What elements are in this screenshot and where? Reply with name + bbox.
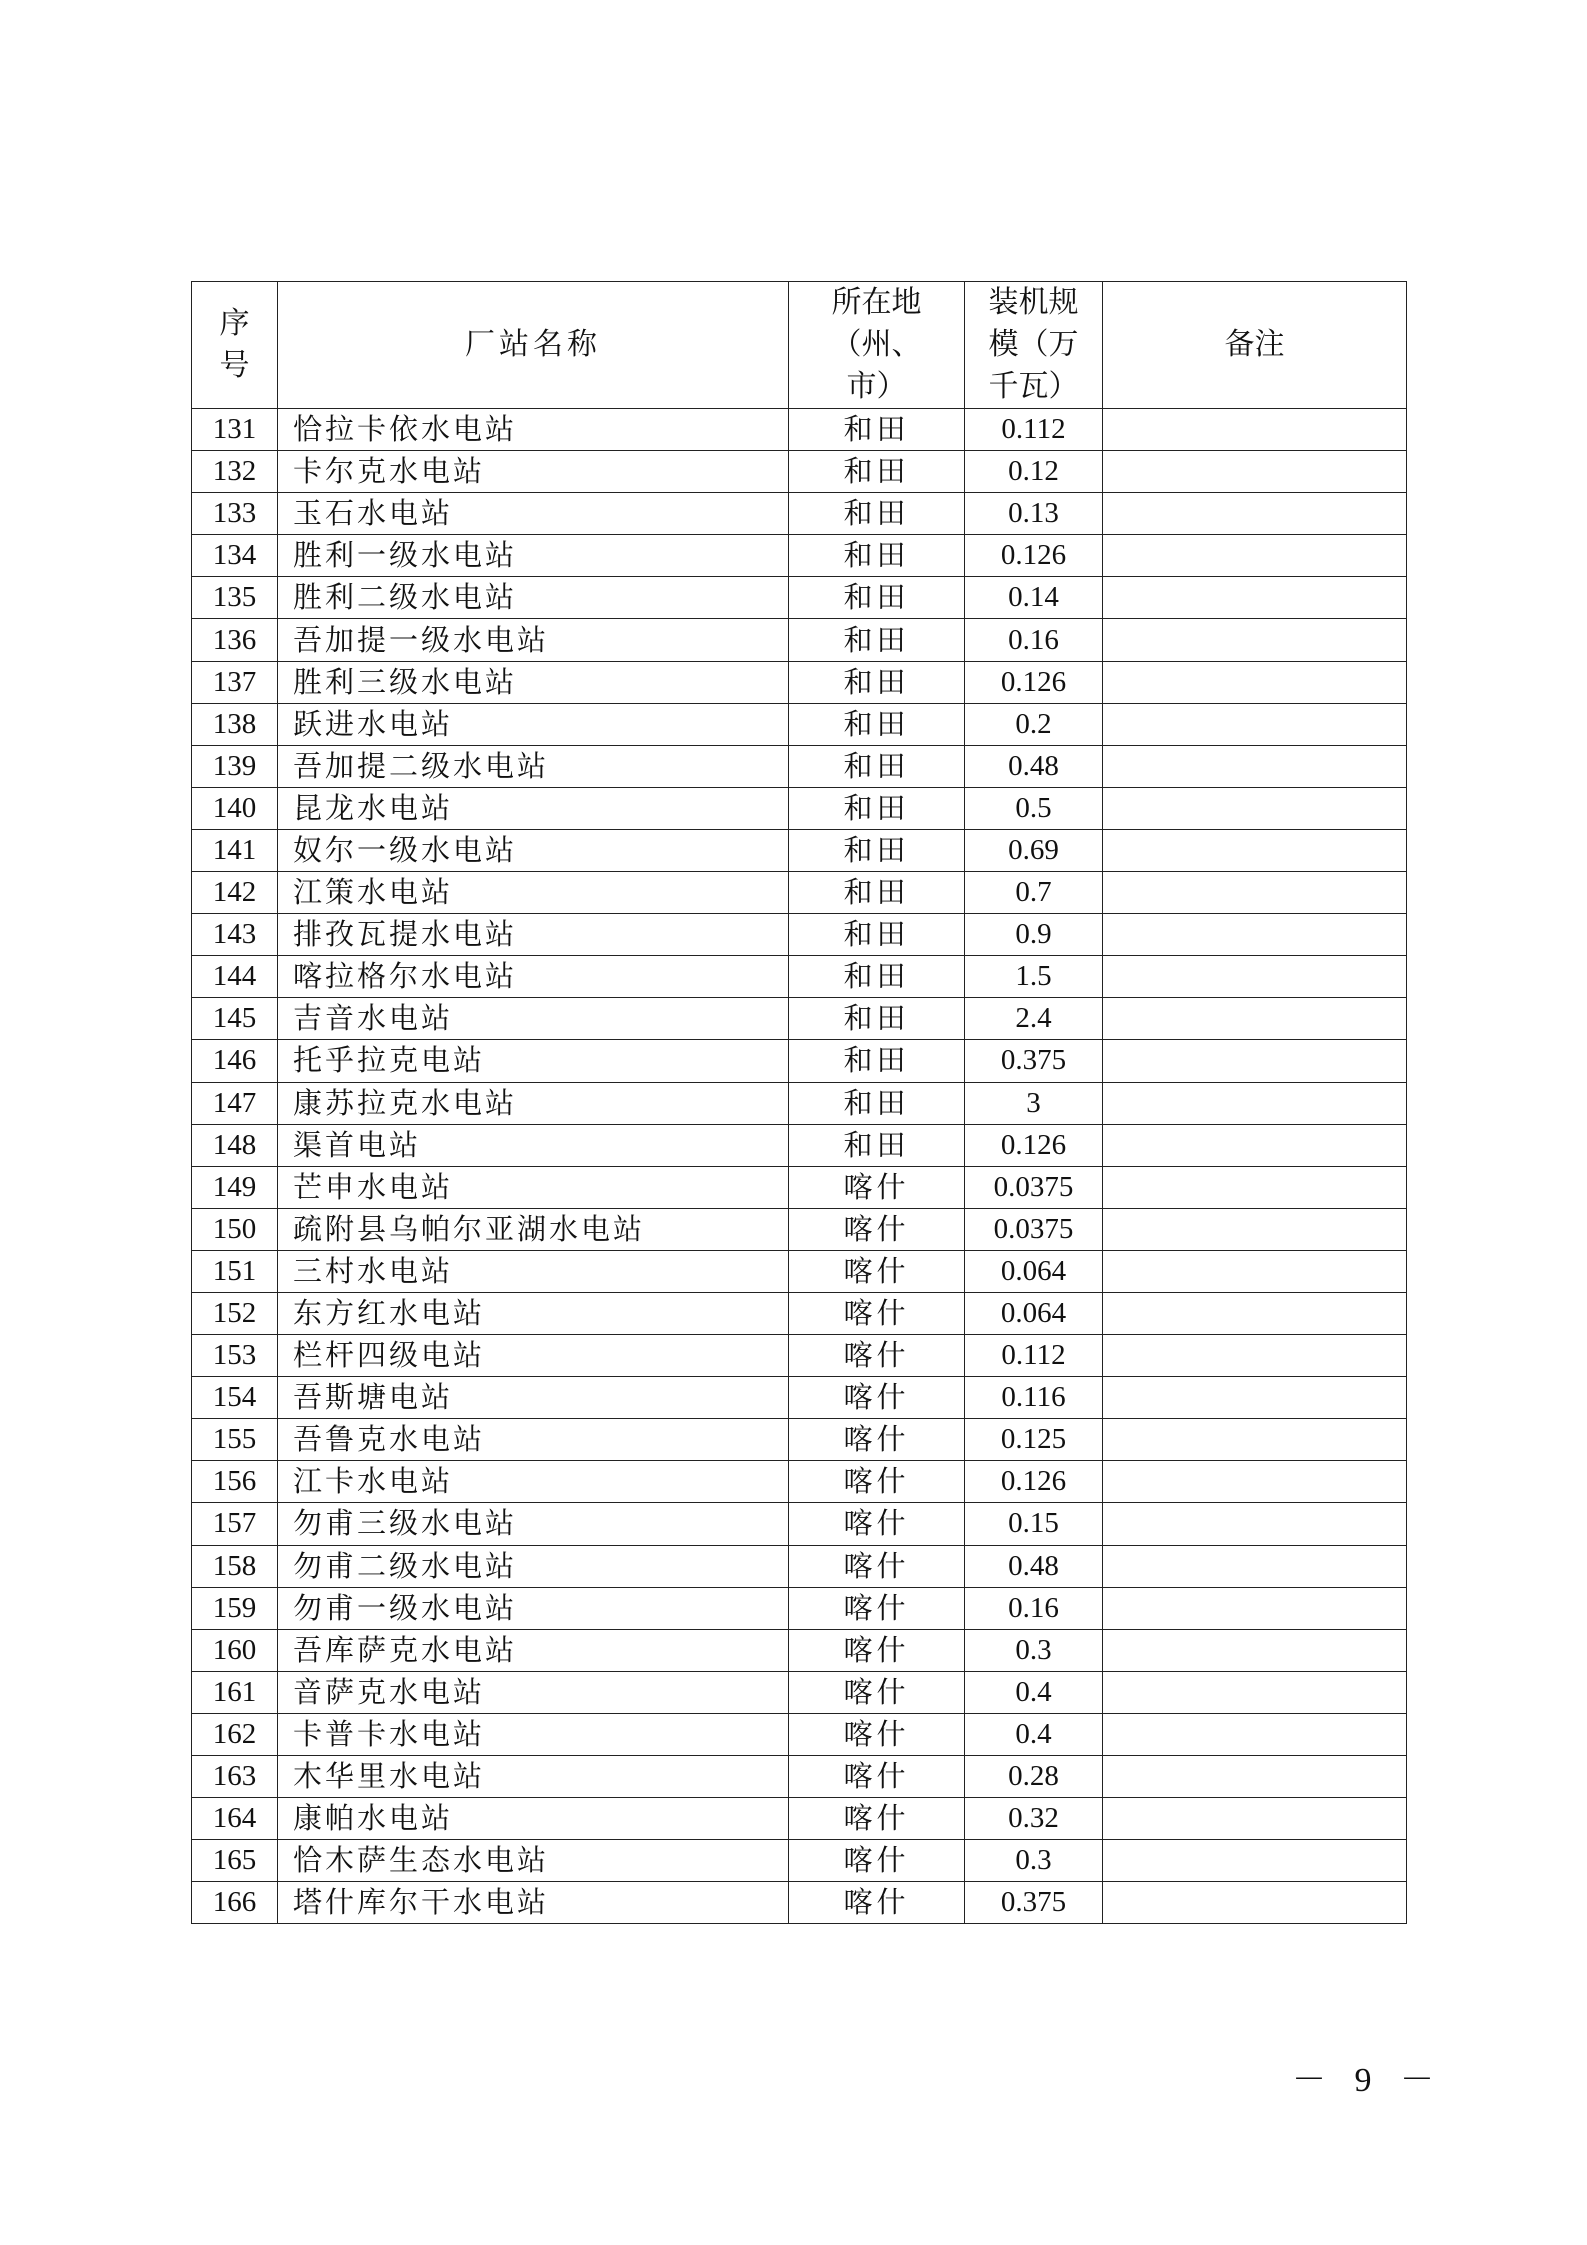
cell-remarks [1103,745,1407,787]
cell-location: 和田 [789,493,965,535]
cell-station-name: 奴尔一级水电站 [278,829,789,871]
cell-location: 喀什 [789,1503,965,1545]
cell-capacity: 0.064 [965,1292,1103,1334]
cell-location: 和田 [789,998,965,1040]
cell-seq: 153 [192,1335,278,1377]
cell-seq: 138 [192,703,278,745]
cell-station-name: 三村水电站 [278,1250,789,1292]
header-seq: 序号 [192,282,278,409]
cell-station-name: 胜利三级水电站 [278,661,789,703]
cell-capacity: 0.064 [965,1250,1103,1292]
cell-station-name: 栏杆四级电站 [278,1335,789,1377]
cell-location: 和田 [789,1124,965,1166]
cell-remarks [1103,1798,1407,1840]
cell-seq: 137 [192,661,278,703]
table-row [192,914,1407,956]
cell-seq: 159 [192,1587,278,1629]
table-header-row [192,282,1407,409]
cell-location: 和田 [789,914,965,956]
table-row [192,787,1407,829]
cell-seq: 150 [192,1208,278,1250]
cell-location: 喀什 [789,1419,965,1461]
cell-station-name: 玉石水电站 [278,493,789,535]
table-row [192,1250,1407,1292]
cell-station-name: 塔什库尔干水电站 [278,1882,789,1924]
cell-station-name: 江卡水电站 [278,1461,789,1503]
cell-seq: 151 [192,1250,278,1292]
cell-capacity: 0.5 [965,787,1103,829]
cell-seq: 131 [192,409,278,451]
cell-station-name: 吾库萨克水电站 [278,1629,789,1671]
table-row [192,1629,1407,1671]
cell-seq: 158 [192,1545,278,1587]
table-row [192,1124,1407,1166]
cell-station-name: 吾加提一级水电站 [278,619,789,661]
table-row [192,1292,1407,1334]
cell-capacity: 0.4 [965,1671,1103,1713]
cell-location: 喀什 [789,1882,965,1924]
table-row [192,661,1407,703]
cell-remarks [1103,577,1407,619]
cell-capacity: 0.32 [965,1798,1103,1840]
cell-capacity: 0.112 [965,409,1103,451]
cell-station-name: 吾斯塘电站 [278,1377,789,1419]
cell-station-name: 吉音水电站 [278,998,789,1040]
cell-seq: 145 [192,998,278,1040]
cell-station-name: 江策水电站 [278,872,789,914]
header-remarks: 备注 [1103,282,1407,409]
cell-seq: 147 [192,1082,278,1124]
cell-seq: 148 [192,1124,278,1166]
cell-seq: 144 [192,956,278,998]
cell-capacity: 0.126 [965,1461,1103,1503]
cell-location: 喀什 [789,1713,965,1755]
cell-station-name: 勿甫一级水电站 [278,1587,789,1629]
cell-location: 喀什 [789,1587,965,1629]
cell-capacity: 0.16 [965,619,1103,661]
cell-capacity: 0.69 [965,829,1103,871]
table-row [192,1419,1407,1461]
cell-remarks [1103,1882,1407,1924]
cell-remarks [1103,703,1407,745]
cell-station-name: 吾加提二级水电站 [278,745,789,787]
cell-capacity: 0.0375 [965,1208,1103,1250]
cell-station-name: 芒申水电站 [278,1166,789,1208]
cell-seq: 140 [192,787,278,829]
table-body [192,409,1407,1924]
cell-remarks [1103,493,1407,535]
cell-capacity: 0.126 [965,535,1103,577]
cell-seq: 141 [192,829,278,871]
cell-location: 喀什 [789,1629,965,1671]
cell-remarks [1103,1040,1407,1082]
cell-location: 和田 [789,1082,965,1124]
cell-capacity: 0.48 [965,1545,1103,1587]
table-row [192,872,1407,914]
table-row [192,998,1407,1040]
cell-remarks [1103,1461,1407,1503]
cell-location: 和田 [789,661,965,703]
cell-capacity: 0.2 [965,703,1103,745]
cell-location: 喀什 [789,1671,965,1713]
cell-capacity: 0.12 [965,451,1103,493]
cell-remarks [1103,829,1407,871]
cell-location: 和田 [789,872,965,914]
cell-capacity: 0.3 [965,1840,1103,1882]
cell-station-name: 托乎拉克电站 [278,1040,789,1082]
cell-location: 喀什 [789,1208,965,1250]
cell-location: 喀什 [789,1250,965,1292]
table-row [192,1545,1407,1587]
table-row [192,577,1407,619]
cell-remarks [1103,619,1407,661]
cell-station-name: 音萨克水电站 [278,1671,789,1713]
table-row [192,745,1407,787]
table-row [192,409,1407,451]
cell-seq: 160 [192,1629,278,1671]
cell-capacity: 0.375 [965,1882,1103,1924]
table-row [192,1671,1407,1713]
cell-location: 和田 [789,703,965,745]
cell-location: 喀什 [789,1461,965,1503]
cell-station-name: 胜利一级水电站 [278,535,789,577]
cell-seq: 132 [192,451,278,493]
cell-remarks [1103,1250,1407,1292]
cell-seq: 157 [192,1503,278,1545]
cell-capacity: 0.3 [965,1629,1103,1671]
cell-station-name: 东方红水电站 [278,1292,789,1334]
cell-location: 和田 [789,619,965,661]
cell-remarks [1103,535,1407,577]
table-row [192,451,1407,493]
cell-remarks [1103,1419,1407,1461]
cell-station-name: 排孜瓦提水电站 [278,914,789,956]
cell-station-name: 卡普卡水电站 [278,1713,789,1755]
cell-capacity: 0.9 [965,914,1103,956]
cell-seq: 166 [192,1882,278,1924]
cell-seq: 163 [192,1756,278,1798]
cell-capacity: 0.126 [965,661,1103,703]
cell-location: 和田 [789,787,965,829]
cell-location: 喀什 [789,1756,965,1798]
cell-capacity: 2.4 [965,998,1103,1040]
cell-seq: 162 [192,1713,278,1755]
cell-remarks [1103,1166,1407,1208]
cell-location: 喀什 [789,1166,965,1208]
cell-remarks [1103,914,1407,956]
cell-capacity: 1.5 [965,956,1103,998]
cell-location: 和田 [789,451,965,493]
cell-capacity: 0.7 [965,872,1103,914]
cell-remarks [1103,1377,1407,1419]
cell-seq: 161 [192,1671,278,1713]
cell-remarks [1103,872,1407,914]
cell-capacity: 3 [965,1082,1103,1124]
cell-remarks [1103,451,1407,493]
cell-capacity: 0.13 [965,493,1103,535]
page-number: － 9 － [1292,2062,1444,2099]
header-name: 厂站名称 [278,282,789,409]
cell-seq: 142 [192,872,278,914]
cell-remarks [1103,998,1407,1040]
cell-station-name: 吾鲁克水电站 [278,1419,789,1461]
cell-location: 和田 [789,535,965,577]
table-row [192,1377,1407,1419]
cell-remarks [1103,1503,1407,1545]
cell-station-name: 康苏拉克水电站 [278,1082,789,1124]
cell-capacity: 0.15 [965,1503,1103,1545]
table-row [192,493,1407,535]
cell-station-name: 木华里水电站 [278,1756,789,1798]
cell-remarks [1103,1671,1407,1713]
table-row [192,1335,1407,1377]
table-row [192,1461,1407,1503]
cell-capacity: 0.4 [965,1713,1103,1755]
cell-station-name: 勿甫二级水电站 [278,1545,789,1587]
cell-remarks [1103,409,1407,451]
cell-capacity: 0.112 [965,1335,1103,1377]
power-station-table [191,281,1407,1924]
cell-capacity: 0.28 [965,1756,1103,1798]
cell-capacity: 0.0375 [965,1166,1103,1208]
cell-capacity: 0.125 [965,1419,1103,1461]
table-row [192,1166,1407,1208]
cell-capacity: 0.375 [965,1040,1103,1082]
cell-remarks [1103,1629,1407,1671]
table-row [192,1587,1407,1629]
cell-remarks [1103,661,1407,703]
cell-location: 喀什 [789,1377,965,1419]
cell-capacity: 0.48 [965,745,1103,787]
cell-location: 和田 [789,956,965,998]
cell-station-name: 疏附县乌帕尔亚湖水电站 [278,1208,789,1250]
table-row [192,1503,1407,1545]
cell-location: 喀什 [789,1798,965,1840]
cell-location: 和田 [789,745,965,787]
cell-station-name: 喀拉格尔水电站 [278,956,789,998]
header-capacity: 装机规模（万千瓦） [965,282,1103,409]
cell-location: 和田 [789,1040,965,1082]
cell-location: 喀什 [789,1545,965,1587]
cell-seq: 154 [192,1377,278,1419]
table-row [192,1713,1407,1755]
cell-seq: 155 [192,1419,278,1461]
cell-seq: 149 [192,1166,278,1208]
table-row [192,1082,1407,1124]
table-row [192,1882,1407,1924]
cell-location: 和田 [789,409,965,451]
cell-seq: 135 [192,577,278,619]
table-row [192,619,1407,661]
cell-remarks [1103,1124,1407,1166]
cell-station-name: 康帕水电站 [278,1798,789,1840]
cell-seq: 164 [192,1798,278,1840]
cell-location: 喀什 [789,1335,965,1377]
cell-seq: 136 [192,619,278,661]
cell-capacity: 0.126 [965,1124,1103,1166]
cell-capacity: 0.116 [965,1377,1103,1419]
table-row [192,1040,1407,1082]
table-row [192,1840,1407,1882]
cell-seq: 143 [192,914,278,956]
table-row [192,703,1407,745]
cell-remarks [1103,956,1407,998]
table-row [192,1208,1407,1250]
cell-remarks [1103,1335,1407,1377]
cell-remarks [1103,1840,1407,1882]
cell-station-name: 跃进水电站 [278,703,789,745]
cell-location: 喀什 [789,1292,965,1334]
cell-location: 喀什 [789,1840,965,1882]
cell-seq: 156 [192,1461,278,1503]
cell-seq: 165 [192,1840,278,1882]
table-row [192,1798,1407,1840]
cell-seq: 134 [192,535,278,577]
cell-remarks [1103,1756,1407,1798]
cell-remarks [1103,1292,1407,1334]
cell-seq: 133 [192,493,278,535]
table-row [192,1756,1407,1798]
cell-capacity: 0.14 [965,577,1103,619]
table-row [192,829,1407,871]
cell-station-name: 恰木萨生态水电站 [278,1840,789,1882]
cell-station-name: 勿甫三级水电站 [278,1503,789,1545]
cell-remarks [1103,1587,1407,1629]
cell-location: 和田 [789,577,965,619]
cell-station-name: 卡尔克水电站 [278,451,789,493]
cell-remarks [1103,1713,1407,1755]
cell-location: 和田 [789,829,965,871]
cell-seq: 139 [192,745,278,787]
cell-station-name: 昆龙水电站 [278,787,789,829]
cell-remarks [1103,1082,1407,1124]
cell-remarks [1103,787,1407,829]
cell-station-name: 渠首电站 [278,1124,789,1166]
cell-remarks [1103,1545,1407,1587]
cell-remarks [1103,1208,1407,1250]
cell-station-name: 胜利二级水电站 [278,577,789,619]
cell-capacity: 0.16 [965,1587,1103,1629]
table-row [192,535,1407,577]
table-row [192,956,1407,998]
cell-seq: 146 [192,1040,278,1082]
cell-station-name: 恰拉卡依水电站 [278,409,789,451]
cell-seq: 152 [192,1292,278,1334]
header-location: 所在地（州、市） [789,282,965,409]
